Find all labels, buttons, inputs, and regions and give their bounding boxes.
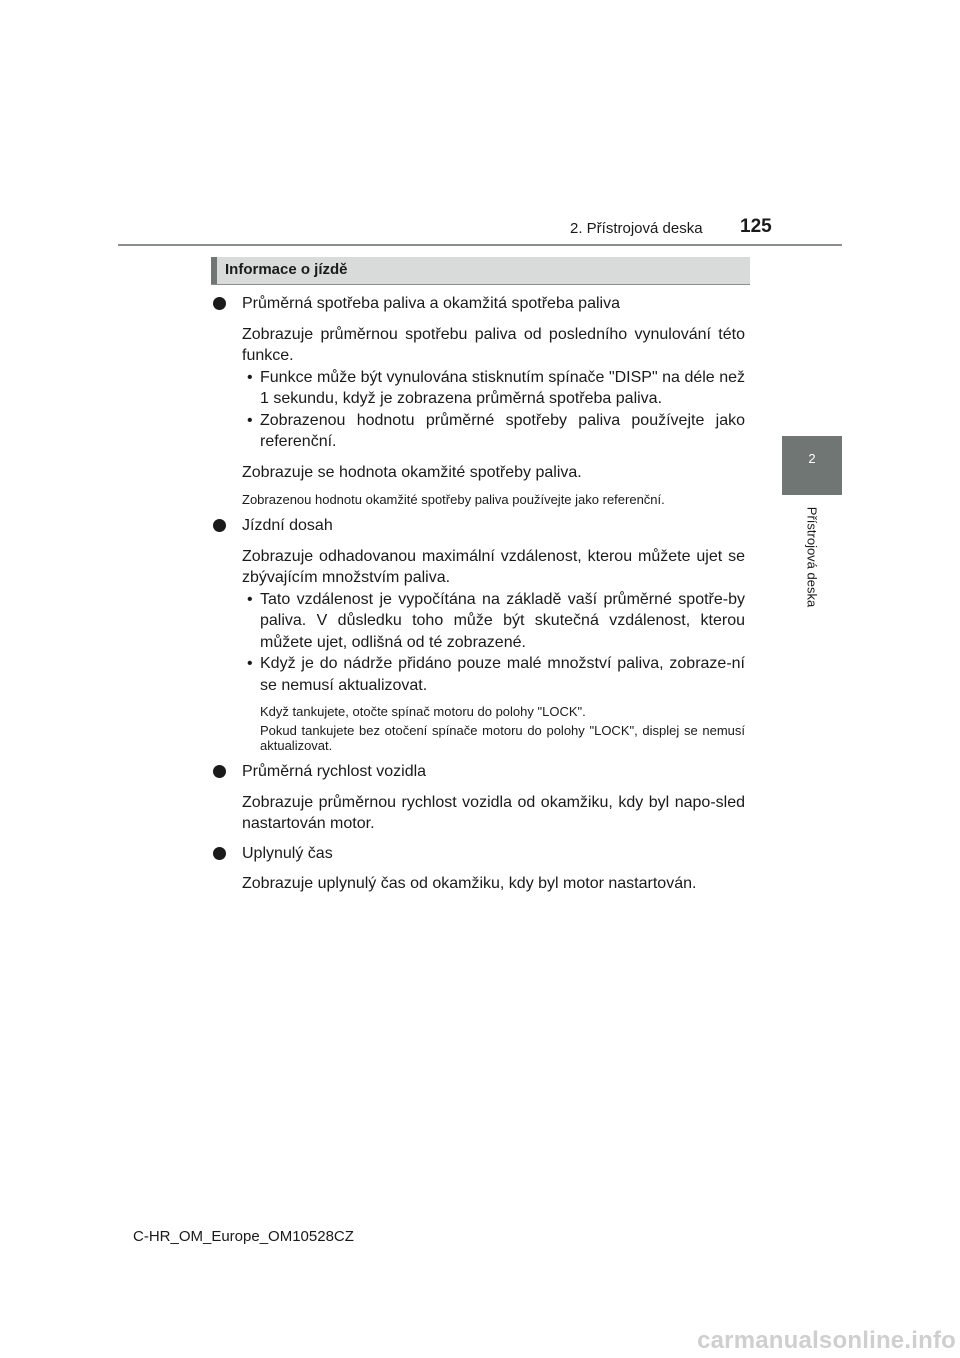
bullet-dot-icon (213, 297, 226, 310)
bullet-mark: • (247, 411, 253, 429)
item-description: Zobrazuje průměrnou rychlost vozidla od okamžiku, kdy byl napo-sled nastartován motor. (242, 793, 745, 832)
bullet-mark: • (247, 655, 253, 672)
chapter-tab (782, 436, 842, 495)
bullet-dot-icon (213, 519, 226, 532)
bullet-dot-icon (213, 847, 226, 860)
item-heading-elapsed-time (212, 843, 745, 865)
item-description: Zobrazuje průměrnou spotřebu paliva od posledního vynulování této funkce. (242, 325, 745, 364)
item-description: Zobrazuje se hodnota okamžité spotřeby paliva. (242, 463, 582, 481)
section-title: Informace o jízdě (225, 261, 348, 278)
list-item (212, 589, 745, 654)
item-description: Zobrazuje uplynulý čas od okamžiku, kdy byl motor nastartován. (242, 875, 697, 892)
item-heading-average-speed (212, 761, 745, 783)
section-content (212, 290, 745, 895)
list-item-text: Když je do nádrže přidáno pouze malé množství paliva, zobraze-ní se nemusí aktualizovat. (260, 655, 745, 694)
list-item-text: Tato vzdálenost je vypočítána na základě vaší průměrné spotře-by paliva. V důsledku toho může být skutečná vzdálenost, kterou můžete ujet, odlišná od té zobrazené. (260, 590, 745, 651)
list-item-text: Funkce může být vynulována stisknutím spínače "DISP" na déle než 1 sekundu, když je zobrazena průměrná spotřeba paliva. (260, 368, 745, 407)
bullet-mark: • (247, 590, 253, 608)
item-heading-fuel-consumption (212, 293, 745, 315)
item-heading-text: Uplynulý čas (242, 844, 333, 862)
chapter-tab-number: 2 (808, 451, 816, 466)
item-heading-text: Průměrná rychlost vozidla (242, 763, 427, 780)
item-heading-text: Průměrná spotřeba paliva a okamžitá spotřeba paliva (242, 295, 620, 312)
page-number: 125 (740, 216, 772, 237)
bullet-dot-icon (213, 765, 226, 778)
list-item (212, 367, 745, 410)
bullet-mark: • (247, 368, 253, 386)
list-item (212, 653, 745, 696)
list-item-text: Zobrazenou hodnotu průměrné spotřeby paliva používejte jako referenční. (260, 411, 745, 450)
item-note: Zobrazenou hodnotu okamžité spotřeby paliva používejte jako referenční. (242, 492, 665, 507)
watermark: carmanualsonline.info (697, 1327, 956, 1354)
section-header-bar (211, 257, 217, 284)
list-item (212, 410, 745, 453)
header-rule (118, 244, 842, 246)
item-note: Pokud tankujete bez otočení spínače motoru do polohy "LOCK", displej se nemusí aktualizovat. (260, 723, 745, 753)
chapter-tab-label: Přístrojová deska (804, 506, 820, 608)
item-description: Zobrazuje odhadovanou maximální vzdálenost, kterou můžete ujet se zbývajícím množstvím paliva. (242, 547, 745, 586)
section-header (211, 257, 750, 285)
item-heading-driving-range (212, 515, 745, 537)
item-heading-text: Jízdní dosah (242, 517, 333, 534)
chapter-title: 2. Přístrojová deska (570, 220, 703, 237)
document-id: C-HR_OM_Europe_OM10528CZ (133, 1228, 354, 1245)
item-note: Když tankujete, otočte spínač motoru do polohy "LOCK". (260, 704, 586, 719)
